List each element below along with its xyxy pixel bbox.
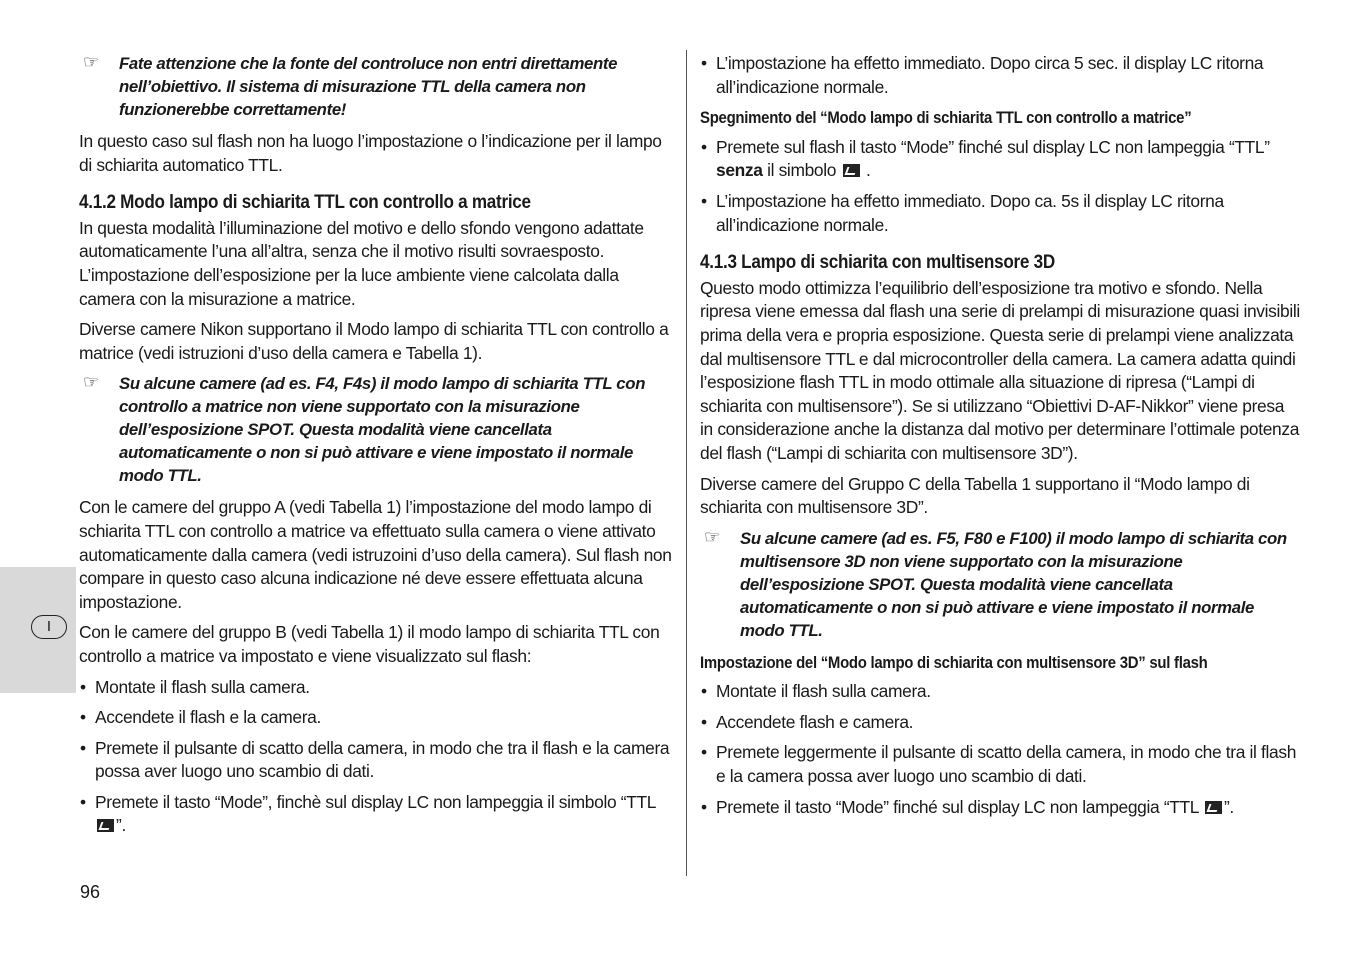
instruction-list <box>79 676 675 839</box>
warning-note-text: Fate attenzione che la fonte del controluce non entri direttamente nell’obiettivo. Il sistema di misurazione TTL della camera non funzionerebbe correttamente! <box>119 54 618 119</box>
paragraph: Diverse camere del Gruppo C della Tabella 1 supportano il “Modo lampo di schiarita con multisensore 3D”. <box>700 473 1250 518</box>
instruction-list <box>700 680 1300 819</box>
column-divider <box>686 50 687 876</box>
warning-note-text: Su alcune camere (ad es. F4, F4s) il modo lampo di schiarita TTL con controllo a matrice non viene supportato con la misurazione dell’esposizione SPOT. Questa modalità viene cancellata automaticamente o non si può attivare e viene impostato il normale modo TTL. <box>119 374 646 486</box>
list-item: • Premete leggermente il pulsante di scatto della camera, in modo che tra il flash e la camera possa aver luogo uno scambio di dati. <box>700 741 1300 788</box>
paragraph: In questo caso sul flash non ha luogo l’impostazione o l’indicazione per il lampo di schiarita automatico TTL. <box>79 131 662 175</box>
paragraph: Con le camere del gruppo B (vedi Tabella 1) il modo lampo di schiarita TTL con controllo a matrice va impostato e viene visualizzato sul flash: <box>79 622 660 666</box>
pointing-hand-icon: ☞ <box>83 52 99 72</box>
flash-symbol-icon <box>97 819 114 832</box>
list-item <box>700 796 1300 820</box>
instruction-list <box>700 136 1300 237</box>
page-number: 96 <box>80 882 101 902</box>
list-item-text: Premete sul flash il tasto “Mode” finché sul display LC non lampeggia “TTL” <box>716 136 1270 157</box>
list-item: • L’impostazione ha effetto immediato. Dopo ca. 5s il display LC ritorna all’indicazione normale. <box>700 190 1300 237</box>
pointing-hand-icon: ☞ <box>83 372 99 393</box>
paragraph: Questo modo ottimizza l’equilibrio dell’esposizione tra motivo e sfondo. Nella ripresa viene emessa dal flash una serie di prelampi di misurazione quasi invisibili prima della vera e propria esposizione. Questa serie di prelampi viene analizzata dal multisensore TTL e dal microcontroller della camera. La camera adatta quindi l’esposizione flash TTL in modo ottimale alla situazione di ripresa (“Lampi di schiarita con multisensore”). Se si utilizzano “Obiettivi D-AF-Nikkor” viene presa in considerazione anche la distanza dal motivo per determinare l’ottimale potenza del flash (“Lampi di schiarita con multisensore 3D”). <box>700 277 1300 463</box>
list-item-text: ”. <box>1223 796 1234 817</box>
subheading: Spegnimento del “Modo lampo di schiarita TTL con controllo a matrice” <box>700 108 1192 128</box>
paragraph: Con le camere del gruppo A (vedi Tabella 1) l’impostazione del modo lampo di schiarita TTL con controllo a matrice va effettuato sulla camera o viene attivato automaticamente dalla camera (vedi istruzoini d’uso della camera). Sul flash non compare in questo caso alcuna indicazione né deve essere effettuata alcuna impostazione. <box>79 497 672 612</box>
list-item: • Montate il flash sulla camera. <box>700 680 1300 704</box>
right-column <box>700 52 1300 826</box>
list-item: • Premete il pulsante di scatto della camera, in modo che tra il flash e la camera possa aver luogo uno scambio di dati. <box>79 737 675 784</box>
list-item-text: ”. <box>116 815 126 836</box>
warning-note <box>79 52 675 121</box>
flash-symbol-icon <box>843 164 860 177</box>
warning-note <box>79 372 675 487</box>
flash-symbol-icon <box>1205 801 1222 814</box>
list-item-text: Premete il tasto “Mode”, finchè sul display LC non lampeggia il simbolo “TTL <box>95 791 656 812</box>
section-heading: 4.1.2 Modo lampo di schiarita TTL con controllo a matrice <box>79 192 531 214</box>
left-column <box>79 52 675 845</box>
warning-note-text: Su alcune camere (ad es. F5, F80 e F100) il modo lampo di schiarita con multisensore 3D non viene supportato con la misurazione dell’esposizione SPOT. Questa modalità viene cancellata automaticamente o non si può attivare e viene impostato il normale modo TTL. <box>740 528 1287 640</box>
list-item: • Accendete il flash e la camera. <box>79 706 675 730</box>
list-item <box>700 136 1300 183</box>
instruction-list <box>700 52 1300 99</box>
emphasis-text: senza <box>716 160 763 181</box>
list-item-text: . <box>866 160 871 181</box>
list-item <box>79 791 675 838</box>
list-item: • L’impostazione ha effetto immediato. Dopo circa 5 sec. il display LC ritorna all’indicazione normale. <box>700 52 1300 99</box>
subheading: Impostazione del “Modo lampo di schiarita con multisensore 3D” sul flash <box>700 652 1208 672</box>
list-item: • Accendete flash e camera. <box>700 711 1300 735</box>
warning-note <box>700 527 1300 642</box>
section-heading: 4.1.3 Lampo di schiarita con multisensore 3D <box>700 252 1055 274</box>
paragraph: Diverse camere Nikon supportano il Modo lampo di schiarita TTL con controllo a matrice (vedi istruzioni d’uso della camera e Tabella 1). <box>79 319 669 363</box>
paragraph: In questa modalità l’illuminazione del motivo e dello sfondo vengono adattate automaticamente l’una all’altra, senza che il motivo risulti sovraesposto. L’impostazione dell’esposizione per la luce ambiente viene calcolata dalla camera con la misurazione a matrice. <box>79 217 644 309</box>
list-item-text: Premete il tasto “Mode” finché sul display LC non lampeggia “TTL <box>716 796 1199 817</box>
list-item-text: il simbolo <box>767 160 837 181</box>
language-tab-letter: I <box>31 615 67 639</box>
list-item: • Montate il flash sulla camera. <box>79 676 675 700</box>
pointing-hand-icon: ☞ <box>704 526 720 547</box>
